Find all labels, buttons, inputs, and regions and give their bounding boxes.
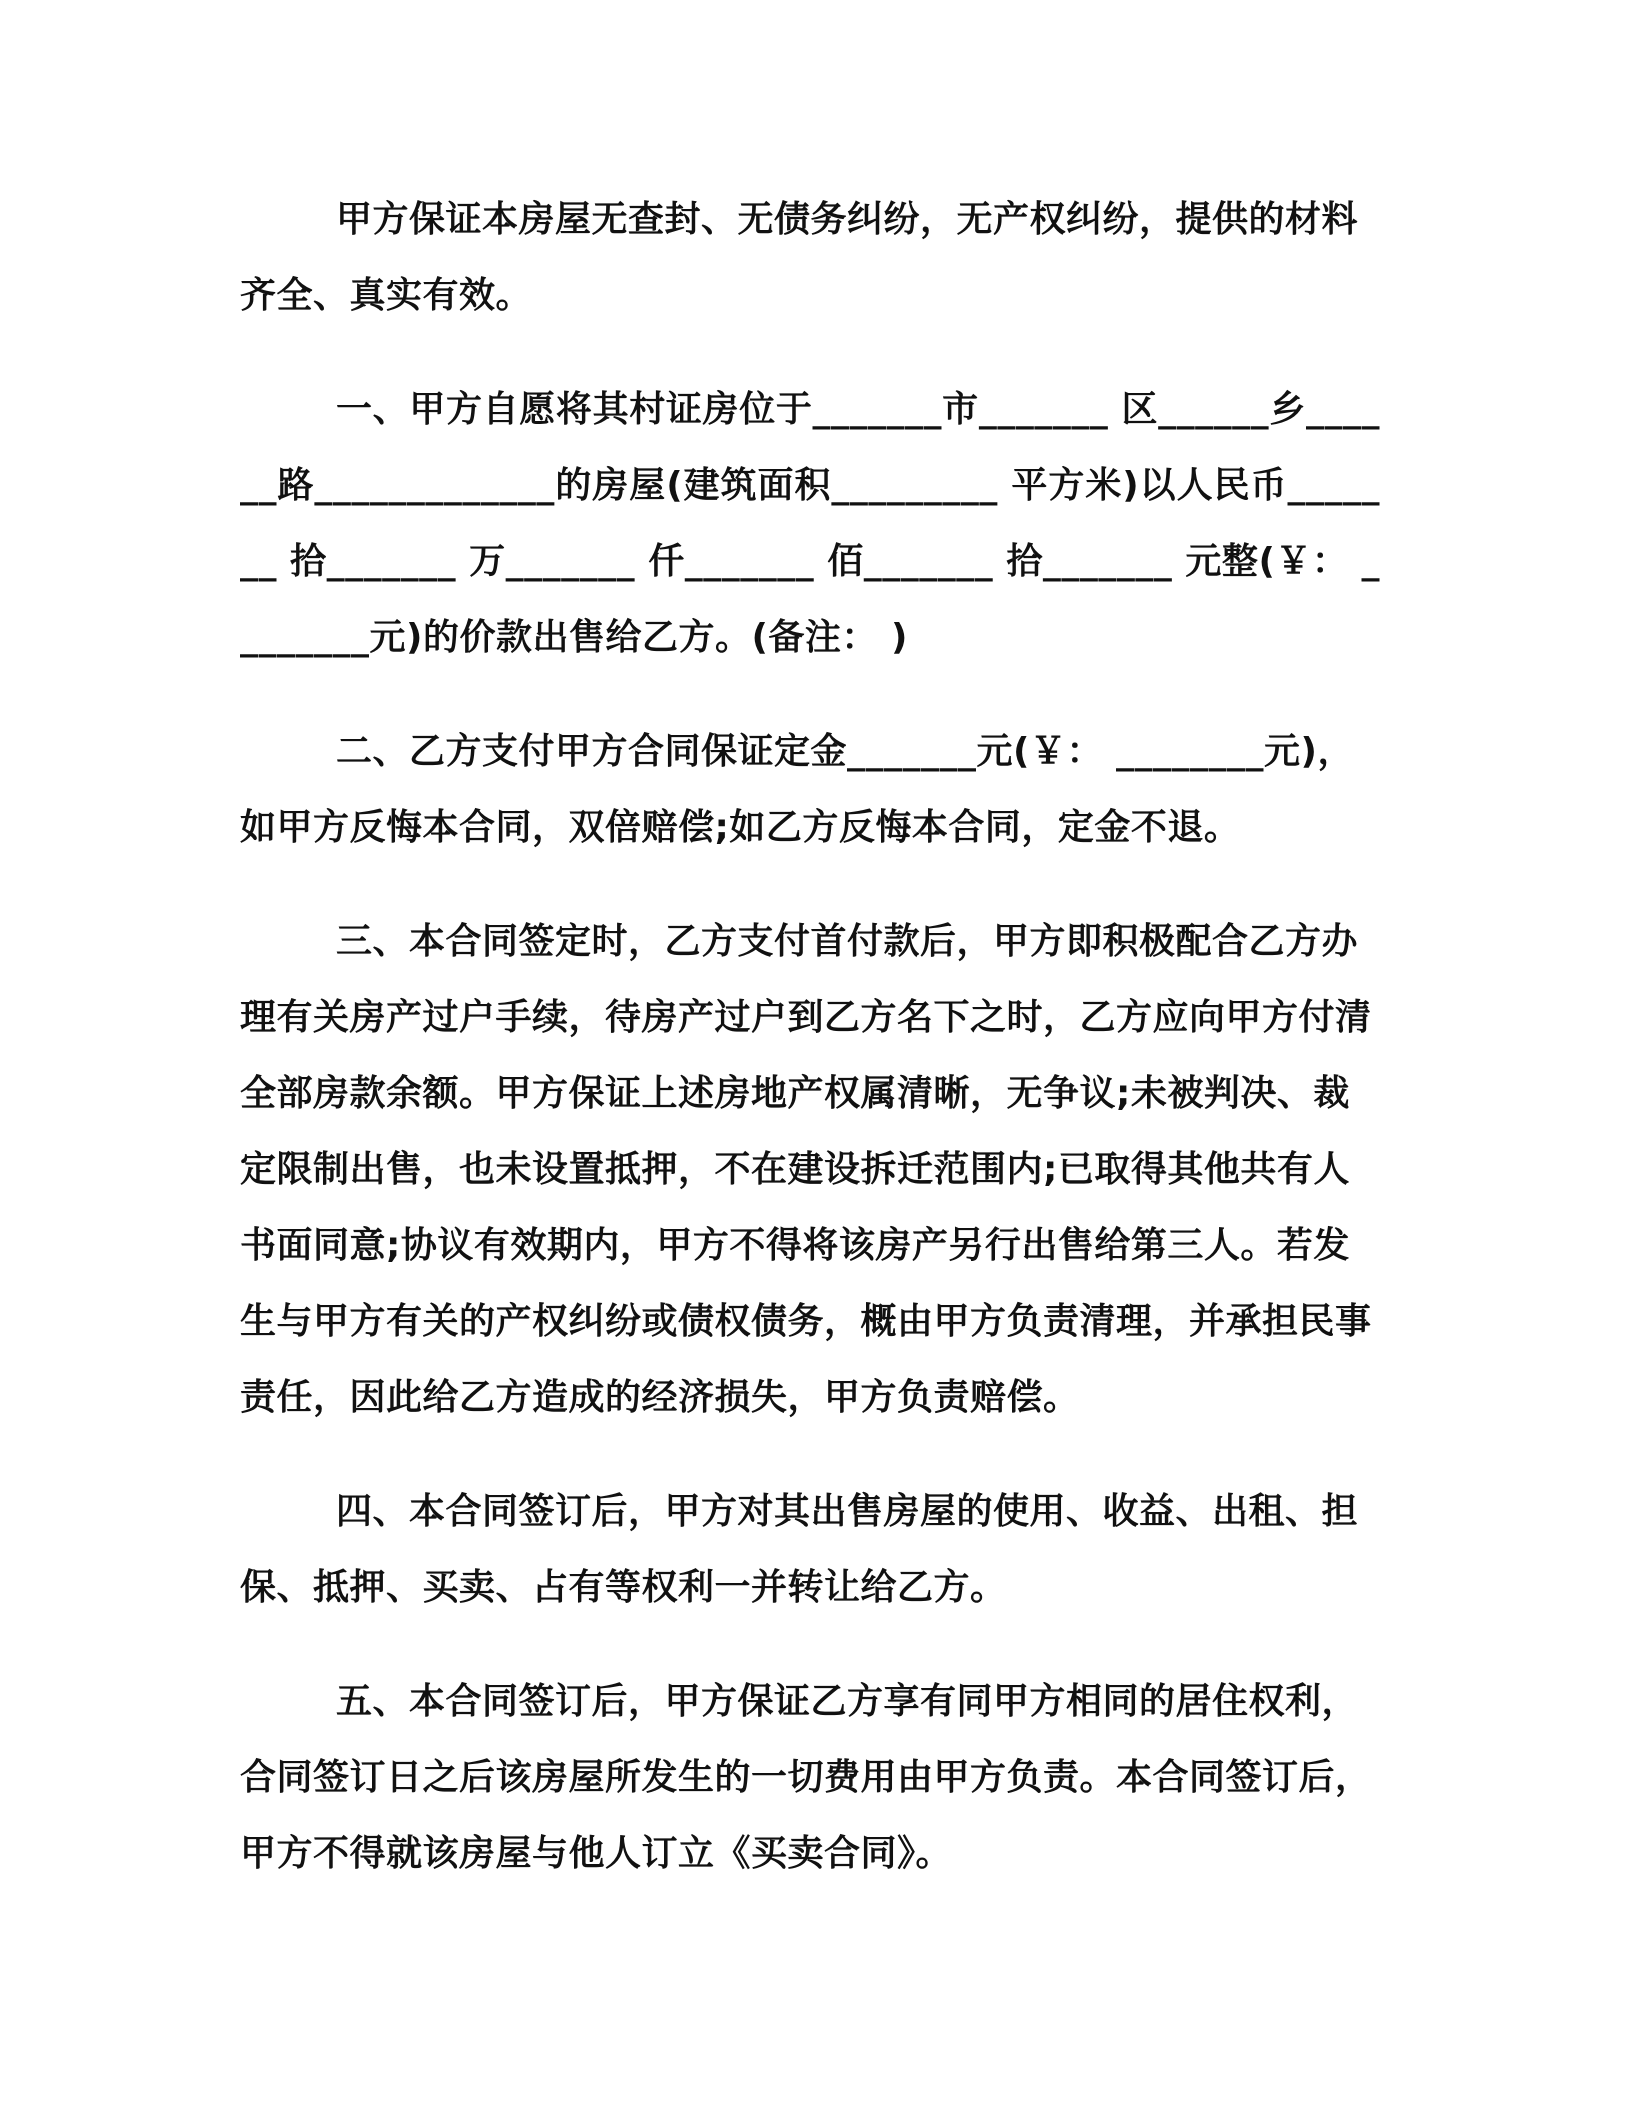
paragraph-clause-2: 二、乙方支付甲方合同保证定金_______元(￥： ________元)，如甲方反悔本合同，双倍赔偿;如乙方反悔本合同，定金不退。 <box>240 731 1354 848</box>
paragraph-clause-4: 四、本合同签订后，甲方对其出售房屋的使用、收益、出租、担保、抵押、买卖、占有等权利一并转让给乙方。 <box>240 1491 1359 1608</box>
paragraph-clause-3: 三、本合同签定时，乙方支付首付款后，甲方即积极配合乙方办理有关房产过户手续，待房产过户到乙方名下之时，乙方应向甲方付清全部房款余额。甲方保证上述房地产权属清晰，无争议;未被判决、裁定限制出售，也未设置抵押，不在建设拆迁范围内;已取得其他共有人书面同意;协议有效期内，甲方不得将该房产另行出售给第三人。若发生与甲方有关的产权纠纷或债权债务，概由甲方负责清理，并承担民事责任，因此给乙方造成的经济损失，甲方负责赔偿。 <box>240 921 1372 1418</box>
paragraph-guarantee: 甲方保证本房屋无查封、无债务纠纷，无产权纠纷，提供的材料齐全、真实有效。 <box>240 199 1359 316</box>
paragraph-clause-5: 五、本合同签订后，甲方保证乙方享有同甲方相同的居住权利，合同签订日之后该房屋所发生的一切费用由甲方负责。本合同签订后，甲方不得就该房屋与他人订立《买卖合同》。 <box>240 1681 1372 1874</box>
paragraph-clause-1: 一、甲方自愿将其村证房位于_______市_______ 区______乡______路_____________的房屋(建筑面积_________ 平方米)以人民币_______ 拾_______ 万_______ 仟_______ 佰_______ 拾_______ 元整(￥： ________元)的价款出售给乙方。(备注： ) <box>240 389 1380 658</box>
document-body <box>240 182 1380 1930</box>
